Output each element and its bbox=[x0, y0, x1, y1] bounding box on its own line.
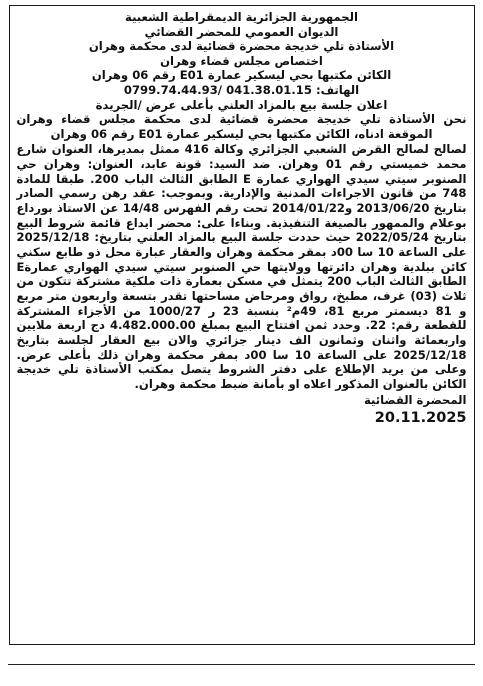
republic-title: الجمهورية الجزائرية الديمقراطية الشعبية bbox=[125, 10, 358, 24]
signature-title: المحضرة القضائية bbox=[363, 392, 467, 407]
bailiff-name: الأستاذة تلي خديجة محضرة قضائية لدى محكمة وهران bbox=[88, 39, 395, 54]
notice-body: لصالح لصالح القرض الشعبي الجزائري وكالة 416 ممثل بمديرها، العنوان شارع محمد خميستي رقم 01 وهران. ضد السيد: قونة عابد، العنوان: وهران حي الصنوبر سيتي سيدي الهواري عمارة E الطابق الثالث الباب 200. طبقا للمادة 748 من قانون الاجراءات المدنية والإدارية. وبموجب: عقد رهن رسمي الصادر بتاريخ 2013/06/20 و2014/01/22 تحت رقم الفهرس 14/48 عن الاستاذ بورداع بوعلام والممهور بالصيغة التنفيذية. وبناءا على: محضر ايداع قائمة شروط البيع بتاريخ 2022/05/24 حيث حددت جلسة البيع بالمزاد العلني بتاريخ: 2025/12/18 على الساعة 10 سا 00د بمقر محكمة وهران والعقار عبارة محل ذو طابع سكني كائن ببلدية وهران دائرتها وولايتها حي الصنوبر سيتي سيدي الهواري عمارةE الطابق الثالث الباب 200 يتمثل في مسكن بعمارة ذات ملكية مشتركة تتكون من ثلاث (03) غرف، مطبخ، رواق ومرحاض مساحتها تقدر بتسعة واربعون متر مربع و 81 ديسمتر مربع 81، 49م² بنسبة 23 ر 1000/27 من الأجزاء المشتركة للقطعة رقم: 22. وحدد ثمن افتتاح البيع بمبلغ 4.482.000.00 دج اربعة ملايين واربعمائة واثنان وثمانون الف دينار جزائري والان بيع العقار لجلسة بتاريخ 2025/12/18 على الساعة 10 سا 00د بمقر محكمة وهران ذلك بأعلى عرض. وعلى من يريد الإطلاع على دفتر الشروط يتصل بمكتب الأستاذة تلي خديجة الكائن بالعنوان المذكور اعلاه او بأمانة ضبط محكمة وهران. bbox=[16, 142, 467, 391]
legal-notice-box bbox=[9, 5, 475, 645]
notice-header bbox=[17, 10, 467, 112]
notice-subject: اعلان جلسة بيع بالمزاد العلني بأعلى عرض /الجريدة bbox=[95, 97, 388, 112]
notice-intro: نحن الأستاذة تلي خديجة محضرة قضائية لدى محكمة مجلس قضاء وهران الموقعة ادناه، الكائن مكتبها بحي ليسكير عمارة E01 رقم 06 وهران bbox=[16, 112, 467, 141]
signature-date: 20.11.2025 bbox=[374, 409, 467, 426]
bottom-divider bbox=[8, 664, 475, 665]
office-title: الديوان العمومي للمحضر القضائي bbox=[144, 24, 339, 39]
office-phone: الهاتف: 041.38.01.15 /0799.74.44.93 bbox=[123, 82, 360, 97]
jurisdiction: اختصاص مجلس قضاء وهران bbox=[160, 53, 323, 68]
office-address: الكائن مكتبها بحي ليسكير عمارة E01 رقم 06 وهران bbox=[91, 68, 392, 83]
